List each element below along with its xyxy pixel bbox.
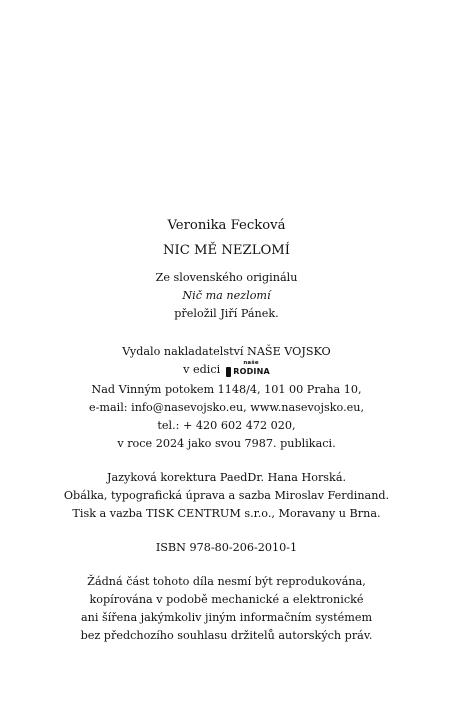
copyright-line-2: kopírována v podobě mechanické a elektronické [89,593,364,606]
translation-origin-line: Ze slovenského originálu [155,271,298,284]
logo-top-text: naše [243,360,259,367]
author-name: Veronika Fecková [167,218,286,233]
publisher-email-web: e-mail: info@nasevojsko.eu, www.nasevojsko.eu, [88,401,365,414]
publisher-line: Vydalo nakladatelství NAŠE VOJSKO [122,345,331,358]
original-title: Nič ma nezlomí [182,289,271,302]
logo-bottom-text: RODINA [233,366,270,376]
cover-design-credit: Obálka, typografická úprava a sazba Miroslav Ferdinand. [63,489,390,502]
copyright-line-3: ani šířena jakýmkoliv jiným informačním systémem [80,611,373,624]
copyright-line-1: Žádná část tohoto díla nesmí být reprodukována, [87,575,366,588]
translator-line: přeložil Jiří Pánek. [174,307,279,320]
proofreading-credit: Jazyková korektura PaedDr. Hana Horská. [106,471,347,484]
publisher-address: Nad Vinným potokem 1148/4, 101 00 Praha 10, [91,383,362,396]
publisher-phone: tel.: + 420 602 472 020, [157,419,296,432]
logo-mark-icon [226,367,231,377]
isbn-line: ISBN 978-80-206-2010-1 [155,541,298,554]
publication-year-line: v roce 2024 jako svou 7987. publikaci. [117,437,336,450]
printing-credit: Tisk a vazba TISK CENTRUM s.r.o., Moravany u Brna. [72,507,381,520]
book-title: NIC MĚ NEZLOMÍ [163,243,290,258]
edition-prefix: v edici [183,363,221,376]
copyright-line-4: bez předchozího souhlasu držitelů autorských práv. [80,629,373,642]
edition-line [0,362,453,378]
nase-rodina-logo [226,361,270,377]
